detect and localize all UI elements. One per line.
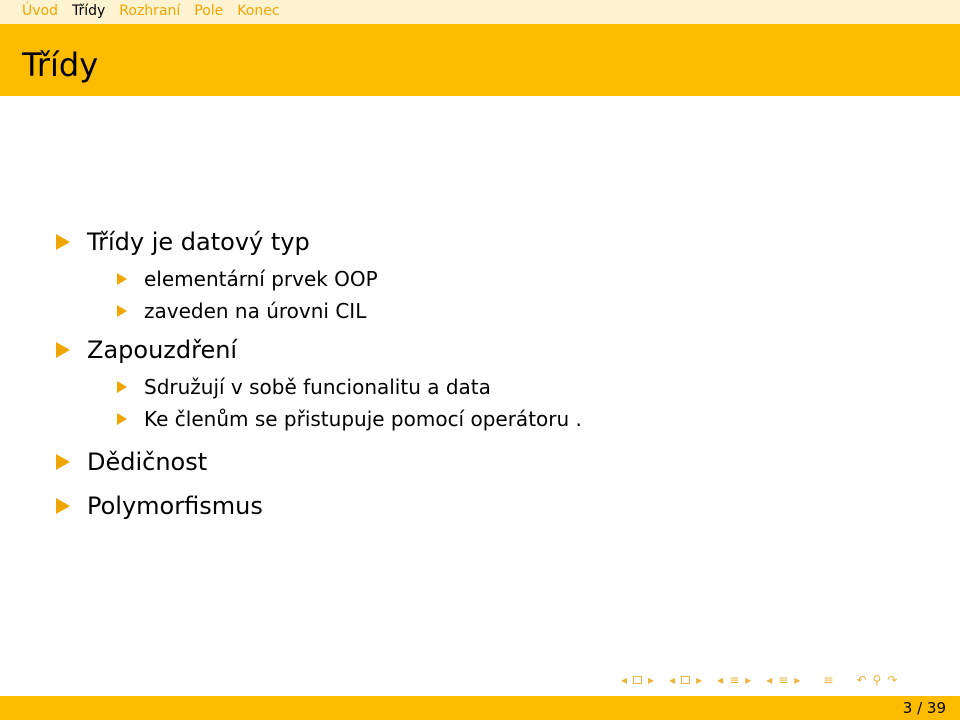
nav-align-icon[interactable]: ≡: [823, 673, 834, 687]
footer-bar: [0, 696, 960, 720]
beamer-navigation-symbols: [618, 672, 900, 688]
sub-bullet-item: [117, 406, 582, 432]
nav-section-tridy[interactable]: Třídy: [71, 3, 106, 19]
nav-section-konec[interactable]: Konec: [237, 3, 280, 19]
sub-bullet-text: Sdružují v sobě funcionalitu a data: [144, 375, 491, 399]
bullet-text: Třídy je datový typ: [87, 228, 310, 256]
bullet-triangle-icon: [117, 381, 127, 393]
bullet-triangle-icon: [117, 305, 127, 317]
nav-section-rozhrani[interactable]: Rozhraní: [119, 3, 181, 19]
nav-back-icon[interactable]: ↶: [856, 673, 867, 687]
bullet-item: [56, 491, 263, 521]
nav-prev-section-icon[interactable]: ◂: [766, 673, 773, 687]
nav-next-slide-icon[interactable]: ▸: [648, 673, 655, 687]
nav-section-pole[interactable]: Pole: [194, 3, 224, 19]
nav-frame-icon: [681, 676, 690, 684]
bullet-triangle-icon: [56, 454, 70, 470]
nav-next-subsection-icon[interactable]: ▸: [745, 673, 752, 687]
bullet-triangle-icon: [117, 413, 127, 425]
bullet-text: Polymorfismus: [87, 492, 263, 520]
sub-bullet-item: [117, 266, 378, 292]
nav-search-icon[interactable]: ⚲: [872, 673, 882, 687]
frame-title: Třídy: [22, 46, 99, 84]
sub-bullet-text: zaveden na úrovni CIL: [144, 299, 367, 323]
nav-prev-frame-icon[interactable]: ◂: [669, 673, 676, 687]
nav-next-section-icon[interactable]: ▸: [794, 673, 801, 687]
nav-forward-icon[interactable]: ↷: [887, 673, 898, 687]
page-number: 3 / 39: [902, 699, 946, 717]
nav-prev-subsection-icon[interactable]: ◂: [717, 673, 724, 687]
nav-section-icon: ≡: [778, 673, 789, 687]
bullet-text: Zapouzdření: [87, 336, 238, 364]
bullet-triangle-icon: [56, 234, 70, 250]
bullet-item: [56, 227, 310, 257]
bullet-item: [56, 335, 237, 365]
sub-bullet-text: Ke členům se přistupuje pomocí operátoru .: [144, 407, 582, 431]
nav-next-frame-icon[interactable]: ▸: [696, 673, 703, 687]
nav-section-uvod[interactable]: Úvod: [22, 3, 58, 19]
sub-bullet-item: [117, 374, 491, 400]
bullet-triangle-icon: [56, 498, 70, 514]
nav-slide-icon: [633, 676, 642, 684]
sub-bullet-text: elementární prvek OOP: [144, 267, 378, 291]
sub-bullet-item: [117, 298, 366, 324]
nav-prev-slide-icon[interactable]: ◂: [621, 673, 628, 687]
nav-subsection-icon: ≡: [729, 673, 740, 687]
bullet-triangle-icon: [117, 273, 127, 285]
bullet-triangle-icon: [56, 342, 70, 358]
bullet-item: [56, 447, 207, 477]
bullet-text: Dědičnost: [87, 448, 208, 476]
